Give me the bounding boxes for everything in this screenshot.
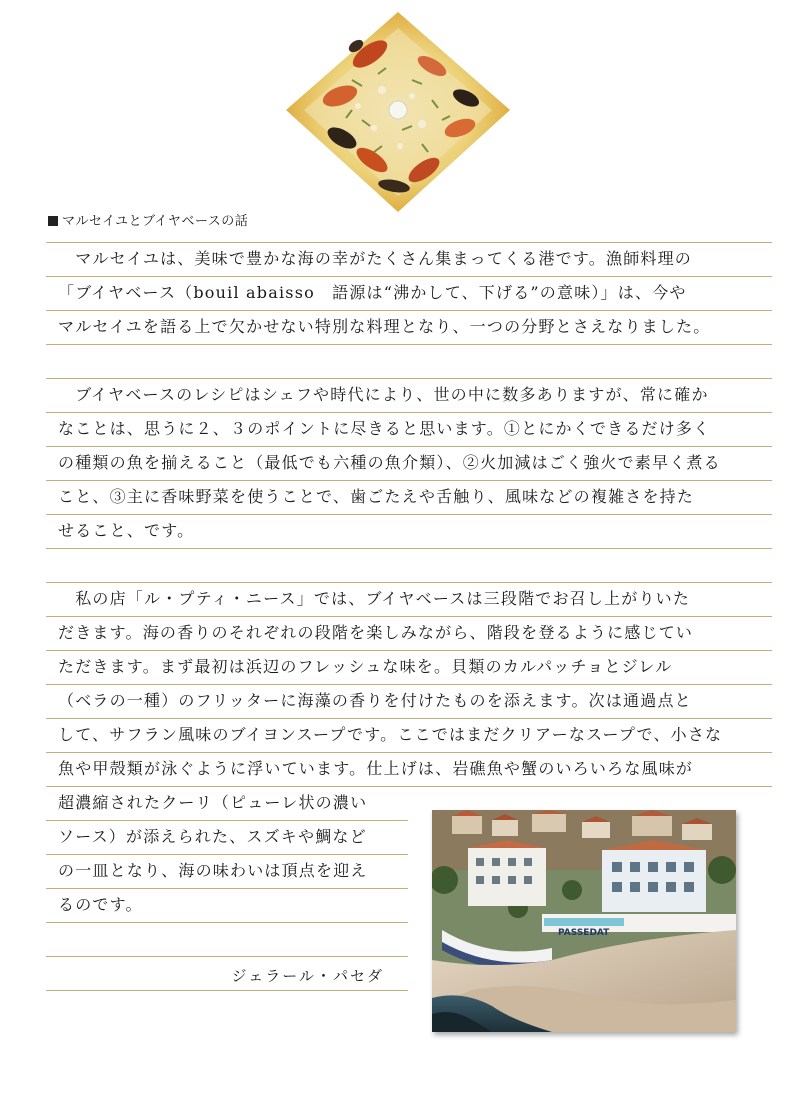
paragraph-2-line: せること、です。 <box>58 521 195 540</box>
author-signature: ジェラール・パセダ <box>231 967 384 985</box>
paragraph-3-line: 私の店「ル・プティ・ニース」では、ブイヤベースは三段階でお召し上がりいた <box>58 589 691 608</box>
paragraph-3-line: の一皿となり、海の味わいは頂点を迎え <box>58 861 368 880</box>
square-bullet-icon <box>48 216 58 226</box>
paragraph-1-line: 「ブイヤベース（bouil abaisso 語源は“沸かして、下げる”の意味）」は、今や <box>58 283 687 302</box>
paragraph-3-line: ただきます。まず最初は浜辺のフレッシュな味を。貝類のカルパッチョとジレル <box>58 657 673 676</box>
dish-photo <box>282 10 514 215</box>
paragraph-3-line: して、サフラン風味のブイヨンスープです。ここではまだクリアーなスープで、小さな <box>58 725 723 744</box>
paragraph-1-line: マルセイユは、美味で豊かな海の幸がたくさん集まってくる港です。漁師料理の <box>58 249 693 268</box>
rule <box>46 990 408 991</box>
paragraph-2-line: ブイヤベースのレシピはシェフや時代により、世の中に数多ありますが、常に確か <box>58 385 709 404</box>
paragraph-3-line: るのです。 <box>58 895 143 914</box>
paragraph-2-line: の種類の魚を揃えること（最低でも六種の魚介類）、②火加減はごく強火で素早く煮る <box>58 453 721 472</box>
rule <box>46 922 408 923</box>
restaurant-photo <box>432 810 736 1032</box>
section-heading-text: マルセイユとブイヤベースの話 <box>62 214 249 229</box>
paragraph-2-line: なことは、思うに２、３のポイントに尽きると思います。①とにかくできるだけ多く <box>58 419 711 438</box>
paragraph-3-line: 魚や甲殻類が泳ぐように浮いています。仕上げは、岩礁魚や蟹のいろいろな風味が <box>58 759 694 778</box>
paragraph-3-line: ソース）が添えられた、スズキや鯛など <box>58 827 367 846</box>
rule <box>46 548 772 549</box>
paragraph-1-line: マルセイユを語る上で欠かせない特別な料理となり、一つの分野とさえなりました。 <box>58 317 711 336</box>
paragraph-3-line: （ベラの一種）のフリッターに海藻の香りを付けたものを添えます。次は通過点と <box>58 691 692 710</box>
rule <box>46 956 408 957</box>
passedat-sign: PASSEDAT <box>558 928 610 938</box>
paragraph-3-line: だきます。海の香りのそれぞれの段階を楽しみながら、階段を登るように感じてい <box>58 623 694 642</box>
paragraph-2-line: こと、③主に香味野菜を使うことで、歯ごたえや舌触り、風味などの複雑さを持た <box>58 487 695 506</box>
rule <box>46 344 772 345</box>
section-heading <box>48 210 248 229</box>
paragraph-3-line: 超濃縮されたクーリ（ピューレ状の濃い <box>58 793 368 812</box>
